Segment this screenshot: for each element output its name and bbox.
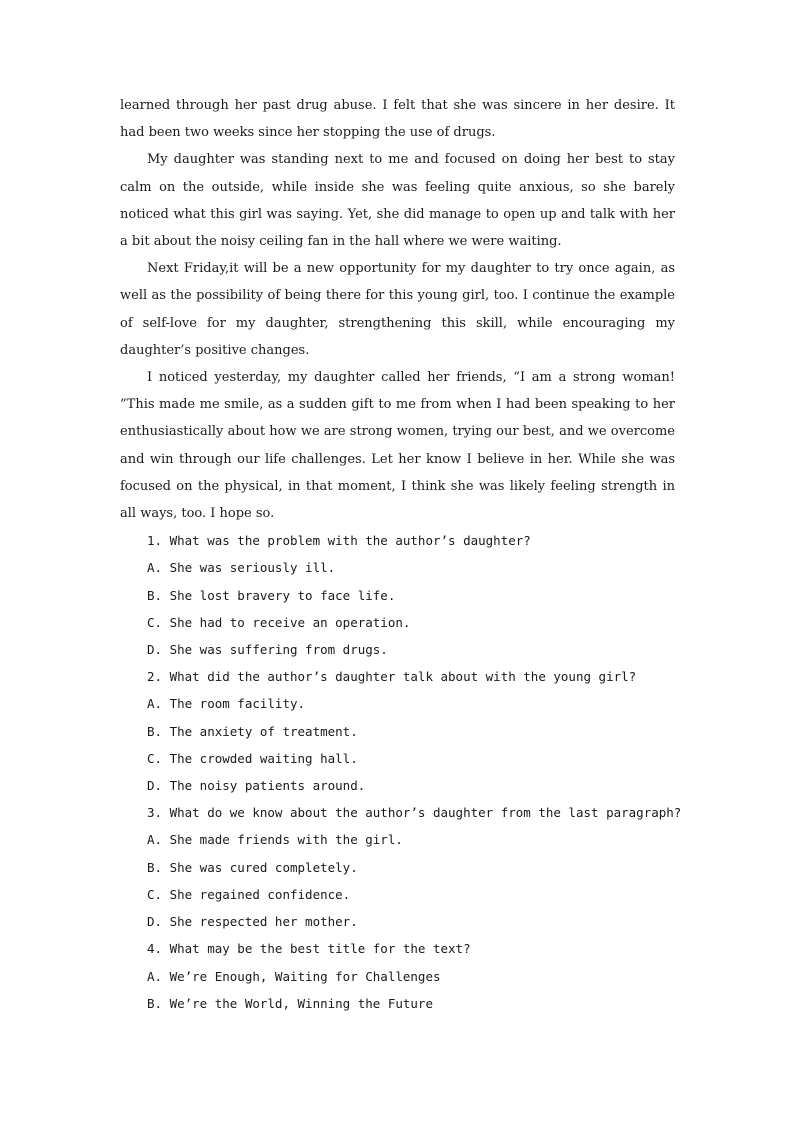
- question-4: [120, 935, 675, 1017]
- question-2-option-a: A. The room facility.: [147, 696, 306, 712]
- question-3-option-c: C. She regained confidence.: [147, 886, 351, 902]
- question-4-option-a: A. We’re Enough, Waiting for Challenges: [147, 968, 441, 984]
- question-1-option-d: D. She was suffering from drugs.: [147, 642, 388, 658]
- passage-paragraph-2: My daughter was standing next to me and focused on doing her best to stay calm on the outside, while inside she was feeling quite anxious, so she barely noticed what this girl was saying. Yet, she did manage to open up and talk with her a bit about the noisy ceiling fan in the hall where we were waiting.: [120, 152, 675, 250]
- question-3-option-d: D. She respected her mother.: [147, 914, 358, 930]
- document-page: [120, 92, 682, 1017]
- question-2-option-b: B. The anxiety of treatment.: [147, 723, 358, 739]
- passage-paragraph-3: Next Friday,it will be a new opportunity for my daughter to try once again, as well as the possibility of being there for this young girl, too. I continue the example of self-love for my daughter, strengthening this skill, while encouraging my daughter’s positive changes.: [120, 261, 675, 358]
- question-3-option-a: A. She made friends with the girl.: [147, 832, 403, 848]
- question-1-option-b: B. She lost bravery to face life.: [147, 587, 396, 603]
- question-1: [120, 527, 675, 663]
- question-3-option-b: B. She was cured completely.: [147, 859, 358, 875]
- question-1-stem: 1. What was the problem with the author’s daughter?: [147, 533, 531, 549]
- passage-paragraph-1: learned through her past drug abuse. I felt that she was sincere in her desire. It had been two weeks since her stopping the use of drugs.: [120, 98, 675, 141]
- question-2-option-c: C. The crowded waiting hall.: [147, 750, 358, 766]
- question-1-option-c: C. She had to receive an operation.: [147, 614, 411, 630]
- question-2: [120, 663, 675, 799]
- question-3: [120, 799, 682, 935]
- question-2-option-d: D. The noisy patients around.: [147, 778, 366, 794]
- question-4-option-b: B. We’re the World, Winning the Future: [147, 995, 433, 1011]
- question-3-stem: 3. What do we know about the author’s daughter from the last paragraph?: [147, 805, 682, 821]
- passage-paragraph-4: I noticed yesterday, my daughter called her friends, “I am a strong woman! ”This made me smile, as a sudden gift to me from when I had been speaking to her enthusiastically about how we are strong women, trying our best, and we overcome and win through our life challenges. Let her know I believe in her. While she was focused on the physical, in that moment, I think she was likely feeling strength in all ways, too. I hope so.: [120, 370, 675, 522]
- question-1-option-a: A. She was seriously ill.: [147, 560, 336, 576]
- question-4-stem: 4. What may be the best title for the text?: [147, 941, 471, 957]
- question-2-stem: 2. What did the author’s daughter talk about with the young girl?: [147, 669, 637, 685]
